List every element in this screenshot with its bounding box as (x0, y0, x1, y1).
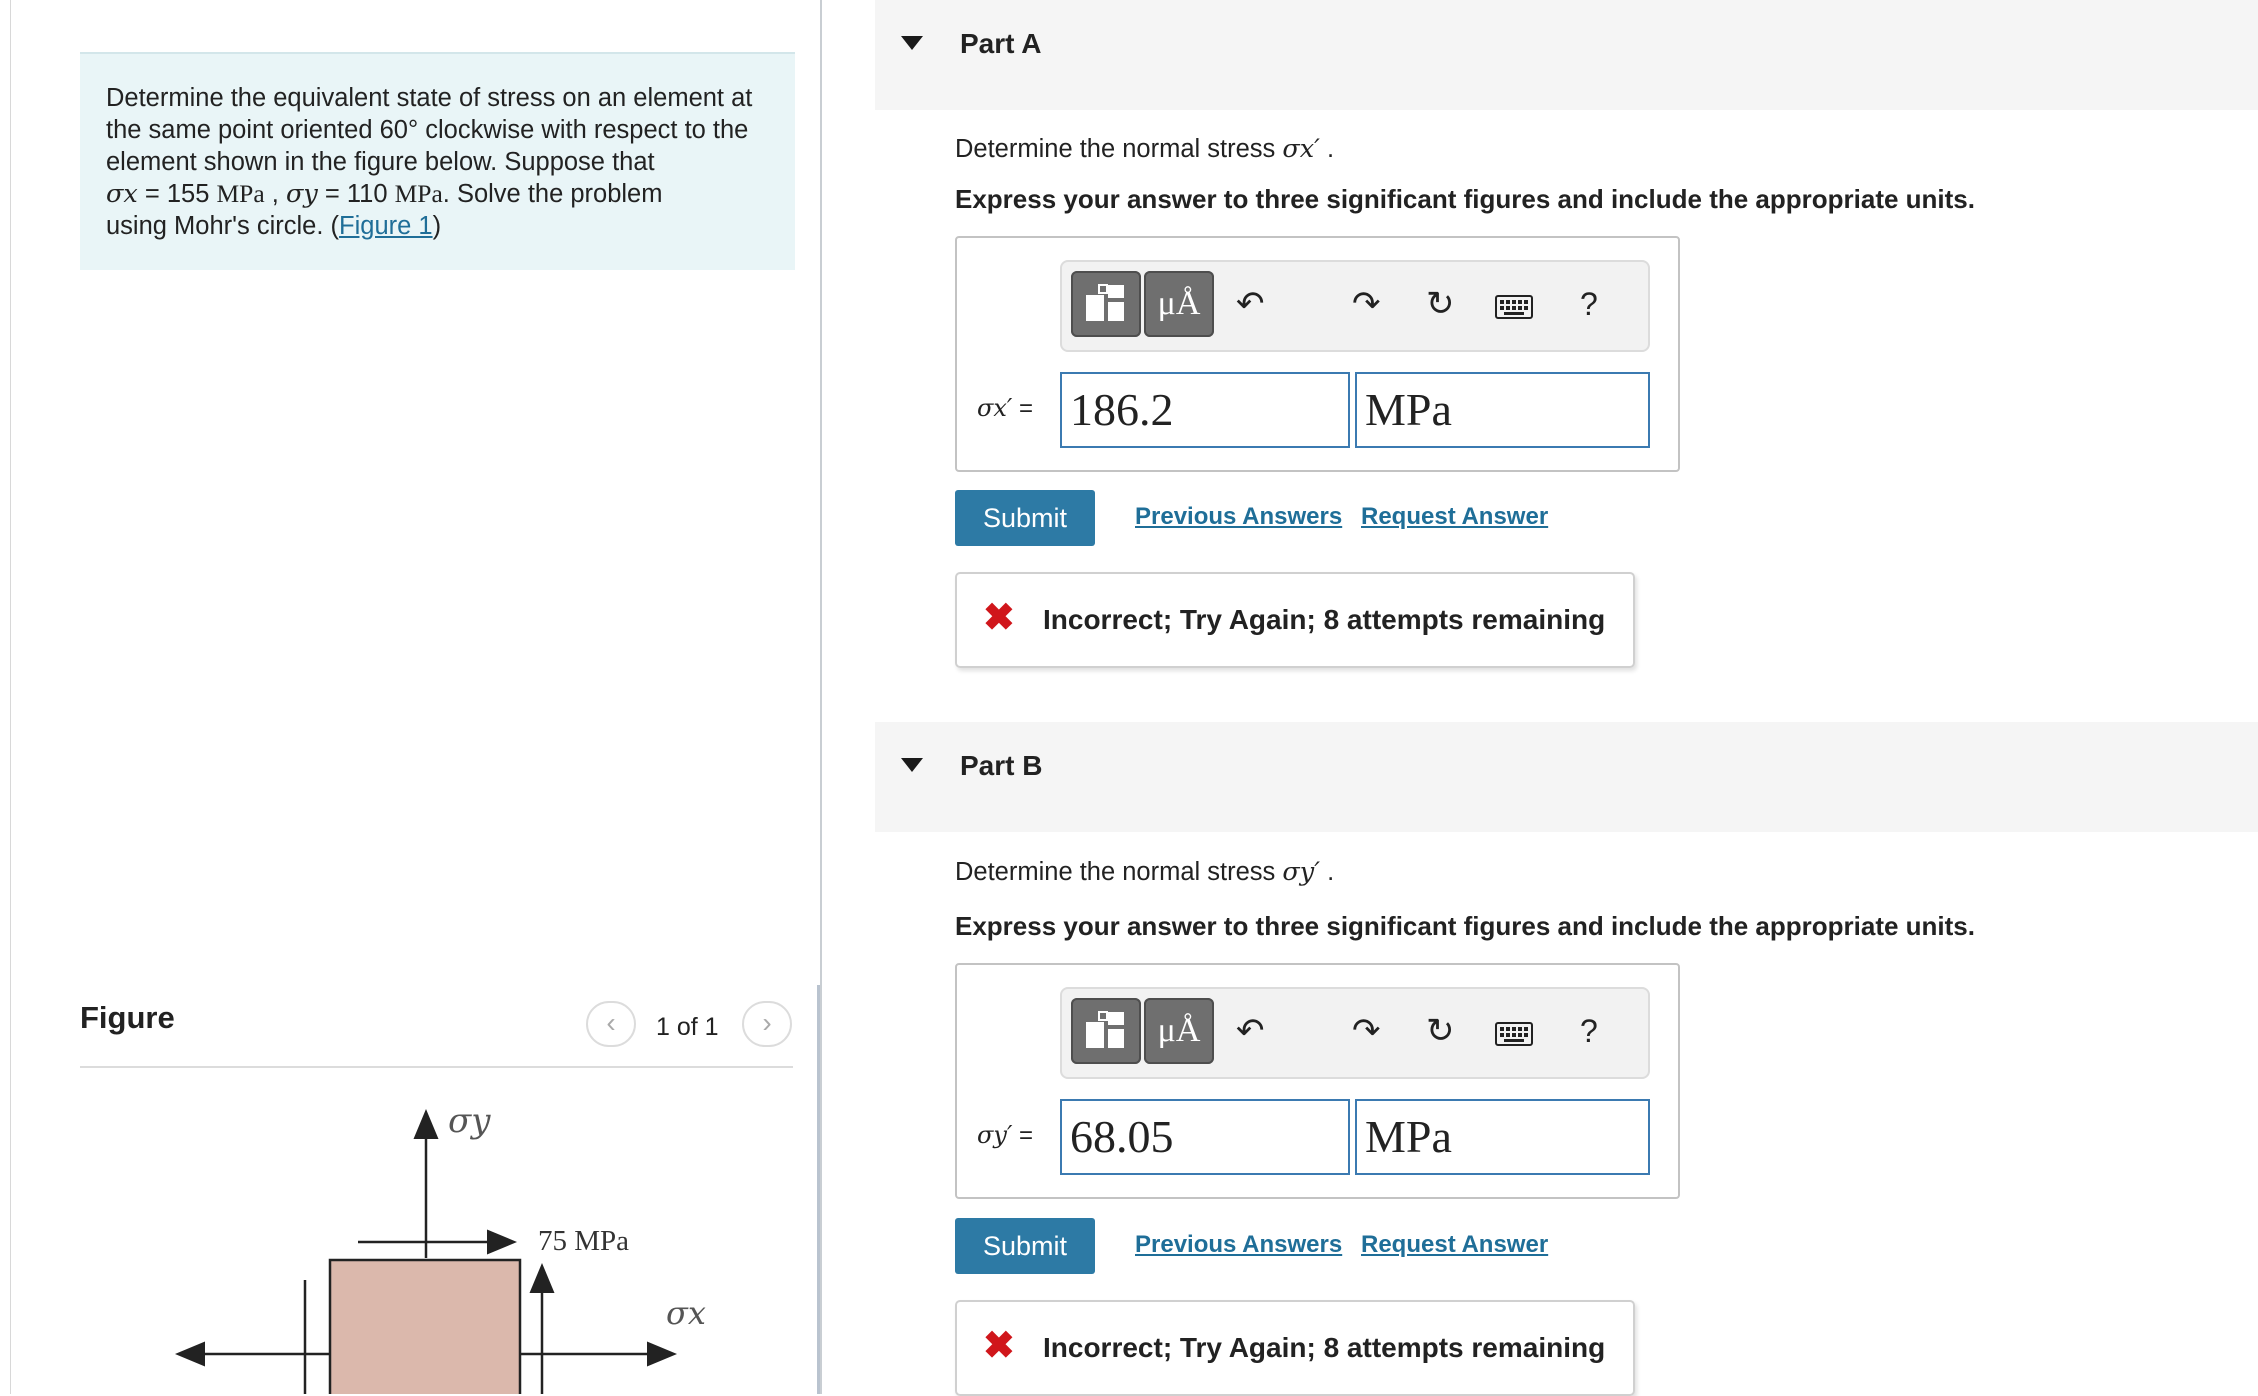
part-a-instruction: Express your answer to three significant figures and include the appropriate units. (955, 184, 1975, 214)
part-a-header[interactable] (875, 0, 2258, 110)
left-border (10, 0, 11, 1394)
part-b-var-symbol: σy′ (977, 1121, 1013, 1149)
sigma-x-unit: MPa (216, 179, 265, 208)
units-icon: μÅ (1157, 1012, 1201, 1049)
part-a-units-input[interactable]: MPa (1355, 372, 1650, 448)
problem-line-2: the same point oriented 60° clockwise with respect to the (106, 116, 749, 144)
units-button[interactable] (1144, 998, 1214, 1064)
part-b-units-input[interactable]: MPa (1355, 1099, 1650, 1175)
sigma-x-label: σx (666, 1294, 706, 1332)
problem-line-3: element shown in the figure below. Suppose that (106, 148, 655, 176)
part-b-value-input[interactable]: 68.05 (1060, 1099, 1350, 1175)
part-a-variable-label: σx′ = (977, 394, 1034, 422)
template-button[interactable] (1071, 998, 1141, 1064)
sigma-y-symbol: σy (285, 179, 318, 209)
part-b-request-answer-link[interactable]: Request Answer (1361, 1231, 1549, 1258)
figure-heading: Figure (80, 1000, 175, 1035)
part-a-title: Part A (960, 28, 1042, 59)
redo-icon[interactable]: ↷ (1352, 285, 1381, 323)
part-a-question-text: Determine the normal stress (955, 135, 1276, 163)
sigma-x-value: 155 (166, 180, 210, 208)
reset-icon[interactable]: ↻ (1426, 1012, 1455, 1050)
sigma-x-symbol: σx (106, 179, 138, 209)
part-b-answer-box (955, 963, 1680, 1199)
part-a-feedback (955, 572, 1635, 668)
part-b-math-toolbar (1060, 987, 1650, 1079)
problem-statement (80, 52, 795, 270)
next-figure-button[interactable] (742, 1001, 792, 1047)
part-a-previous-answers-link[interactable]: Previous Answers (1135, 503, 1343, 530)
part-b-title: Part B (960, 750, 1043, 781)
part-b-previous-answers-link[interactable]: Previous Answers (1135, 1231, 1343, 1258)
part-a-answer-box (955, 236, 1680, 472)
template-icon (1071, 998, 1141, 1064)
part-a-question: Determine the normal stress σx′ . (955, 134, 1335, 164)
prev-figure-button[interactable] (586, 1001, 636, 1047)
error-x-icon: ✖ (983, 597, 1015, 639)
caret-down-icon[interactable] (901, 36, 923, 50)
problem-line-4-tail: . Solve the problem (442, 180, 663, 208)
reset-icon[interactable]: ↻ (1426, 285, 1455, 323)
part-b-header[interactable] (875, 722, 2258, 832)
chevron-right-icon: › (762, 1007, 772, 1038)
figure-divider (80, 1066, 793, 1068)
template-button[interactable] (1071, 271, 1141, 337)
figure-link[interactable]: Figure 1 (339, 212, 433, 240)
part-b-submit-button[interactable]: Submit (955, 1218, 1095, 1274)
part-a-value-input[interactable]: 186.2 (1060, 372, 1350, 448)
part-b-feedback (955, 1300, 1635, 1396)
part-a-math-toolbar (1060, 260, 1650, 352)
problem-line-5: using Mohr's circle. (Figure 1) (106, 212, 442, 240)
units-icon: μÅ (1157, 285, 1201, 322)
part-b-feedback-text: Incorrect; Try Again; 8 attempts remaining (1043, 1332, 1606, 1363)
stress-element (330, 1260, 520, 1394)
part-b-variable-label: σy′ = (977, 1121, 1034, 1149)
help-icon[interactable]: ? (1580, 1013, 1598, 1049)
sigma-y-value: 110 (346, 180, 388, 208)
part-a-request-answer-link[interactable]: Request Answer (1361, 503, 1549, 530)
figure-pager: 1 of 1 (656, 1013, 719, 1041)
part-b-instruction: Express your answer to three significant figures and include the appropriate units. (955, 911, 1975, 941)
undo-icon[interactable]: ↶ (1236, 1012, 1265, 1050)
redo-icon[interactable]: ↷ (1352, 1012, 1381, 1050)
help-icon[interactable]: ? (1580, 286, 1598, 322)
problem-line-5-text: using Mohr's circle. (106, 212, 324, 240)
part-b-question-text: Determine the normal stress (955, 858, 1276, 886)
sigma-y-label: σy (448, 1101, 491, 1141)
part-b-variable: σy′ (1282, 857, 1320, 887)
part-a-var-symbol: σx′ (977, 394, 1013, 422)
panel-scrollbar[interactable] (817, 985, 820, 1394)
part-b-question: Determine the normal stress σy′ . (955, 857, 1335, 887)
keyboard-icon[interactable] (1494, 1011, 1534, 1060)
part-a-variable: σx′ (1282, 134, 1320, 164)
part-a-feedback-text: Incorrect; Try Again; 8 attempts remaining (1043, 604, 1606, 635)
problem-line-4: σx = 155 MPa , σy = 110 MPa. Solve the problem (106, 179, 663, 209)
caret-down-icon[interactable] (901, 758, 923, 772)
keyboard-icon[interactable] (1494, 284, 1534, 333)
units-button[interactable] (1144, 271, 1214, 337)
problem-line-1: Determine the equivalent state of stress on an element at (106, 84, 753, 112)
sigma-y-unit: MPa (394, 179, 443, 208)
template-icon (1071, 271, 1141, 337)
shear-stress-label: 75 MPa (538, 1225, 630, 1257)
stress-element-figure (80, 1070, 780, 1394)
panel-divider (820, 0, 822, 1394)
chevron-left-icon: ‹ (606, 1007, 616, 1038)
error-x-icon: ✖ (983, 1325, 1015, 1367)
undo-icon[interactable]: ↶ (1236, 285, 1265, 323)
part-a-submit-button[interactable]: Submit (955, 490, 1095, 546)
